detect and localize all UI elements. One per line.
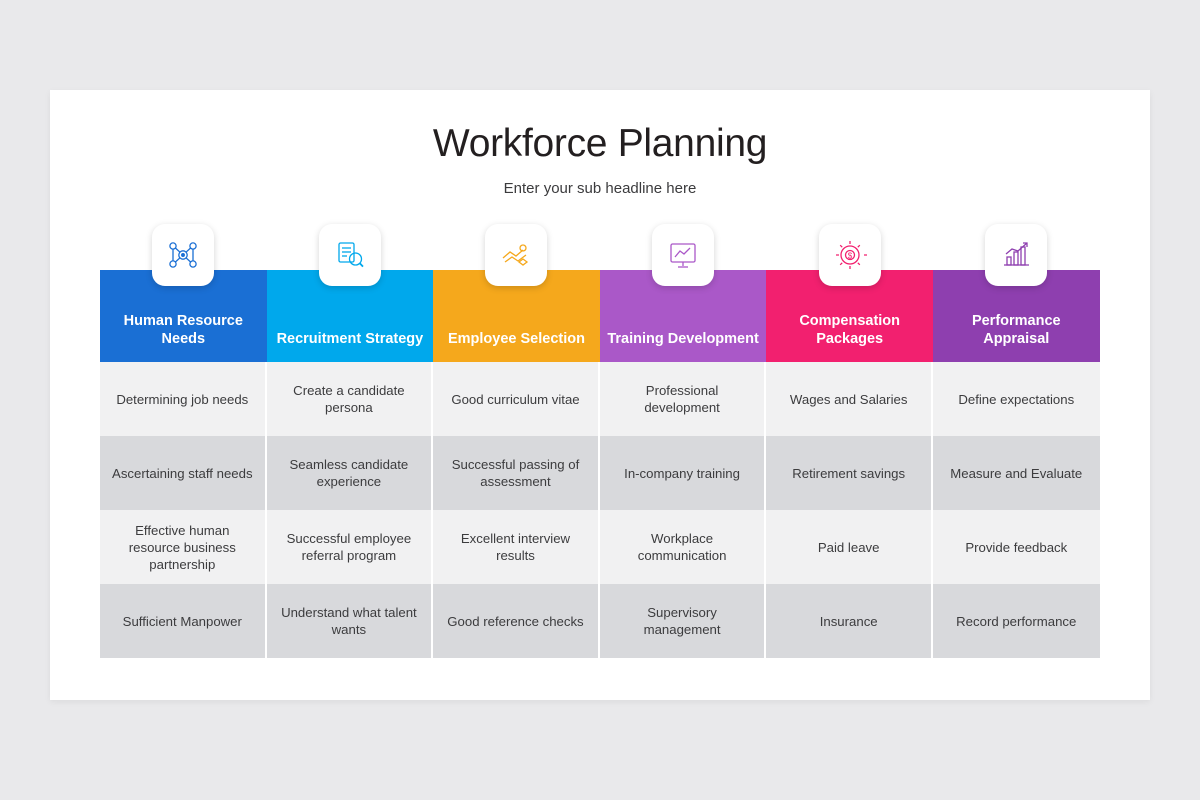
matrix-cell: Record performance (933, 584, 1100, 658)
matrix-cell: Supervisory management (600, 584, 767, 658)
matrix-cell: Provide feedback (933, 510, 1100, 584)
network-gears-icon (152, 224, 214, 286)
matrix-cell: Good curriculum vitae (433, 362, 600, 436)
handshake-selection-icon (485, 224, 547, 286)
column-header-label: Performance Appraisal (971, 313, 1061, 347)
page-subtitle: Enter your sub headline here (503, 180, 697, 197)
matrix-column (100, 270, 267, 658)
matrix-column (267, 270, 434, 658)
matrix-cell: Insurance (766, 584, 933, 658)
column-header[interactable] (766, 251, 933, 362)
matrix-column (933, 270, 1100, 658)
column-header-label: Human Resource Needs (123, 313, 243, 347)
column-header-label: Training Development (607, 331, 759, 347)
matrix-cell: Define expectations (933, 362, 1100, 436)
page-title: Workforce Planning (432, 122, 768, 165)
svg-text:$: $ (847, 251, 852, 261)
presentation-board-icon (652, 224, 714, 286)
matrix-cell: Successful passing of assessment (433, 436, 600, 510)
matrix-cell: Workplace communication (600, 510, 767, 584)
column-header-label: Employee Selection (447, 331, 585, 347)
documents-search-icon (319, 224, 381, 286)
matrix-cell: Seamless candidate experience (267, 436, 434, 510)
matrix-column (433, 270, 600, 658)
matrix-cell: Create a candidate persona (267, 362, 434, 436)
column-header[interactable] (933, 270, 1100, 362)
matrix-cell: Effective human resource business partnership (100, 510, 267, 584)
matrix-column (600, 270, 767, 658)
growth-chart-icon (985, 224, 1047, 286)
workforce-matrix (100, 251, 1100, 658)
matrix-cell: Understand what talent wants (267, 584, 434, 658)
column-header[interactable] (600, 270, 767, 362)
matrix-cell: Retirement savings (766, 436, 933, 510)
matrix-cell: In-company training (600, 436, 767, 510)
column-header[interactable] (433, 270, 600, 362)
column-header-label: Compensation Packages (799, 313, 901, 347)
matrix-cell: Measure and Evaluate (933, 436, 1100, 510)
matrix-cell: Good reference checks (433, 584, 600, 658)
matrix-cell: Professional development (600, 362, 767, 436)
column-header-label: Recruitment Strategy (276, 331, 424, 347)
matrix-cell: Sufficient Manpower (100, 584, 267, 658)
column-header[interactable] (267, 270, 434, 362)
matrix-cell: Determining job needs (100, 362, 267, 436)
matrix-cell: Excellent interview results (433, 510, 600, 584)
column-header[interactable] (100, 270, 267, 362)
money-gear-icon (819, 224, 881, 286)
matrix-cell: Ascertaining staff needs (100, 436, 267, 510)
slide-canvas (50, 90, 1150, 700)
matrix-cell: Successful employee referral program (267, 510, 434, 584)
matrix-cell: Paid leave (766, 510, 933, 584)
matrix-cell: Wages and Salaries (766, 362, 933, 436)
matrix-column (766, 251, 933, 658)
